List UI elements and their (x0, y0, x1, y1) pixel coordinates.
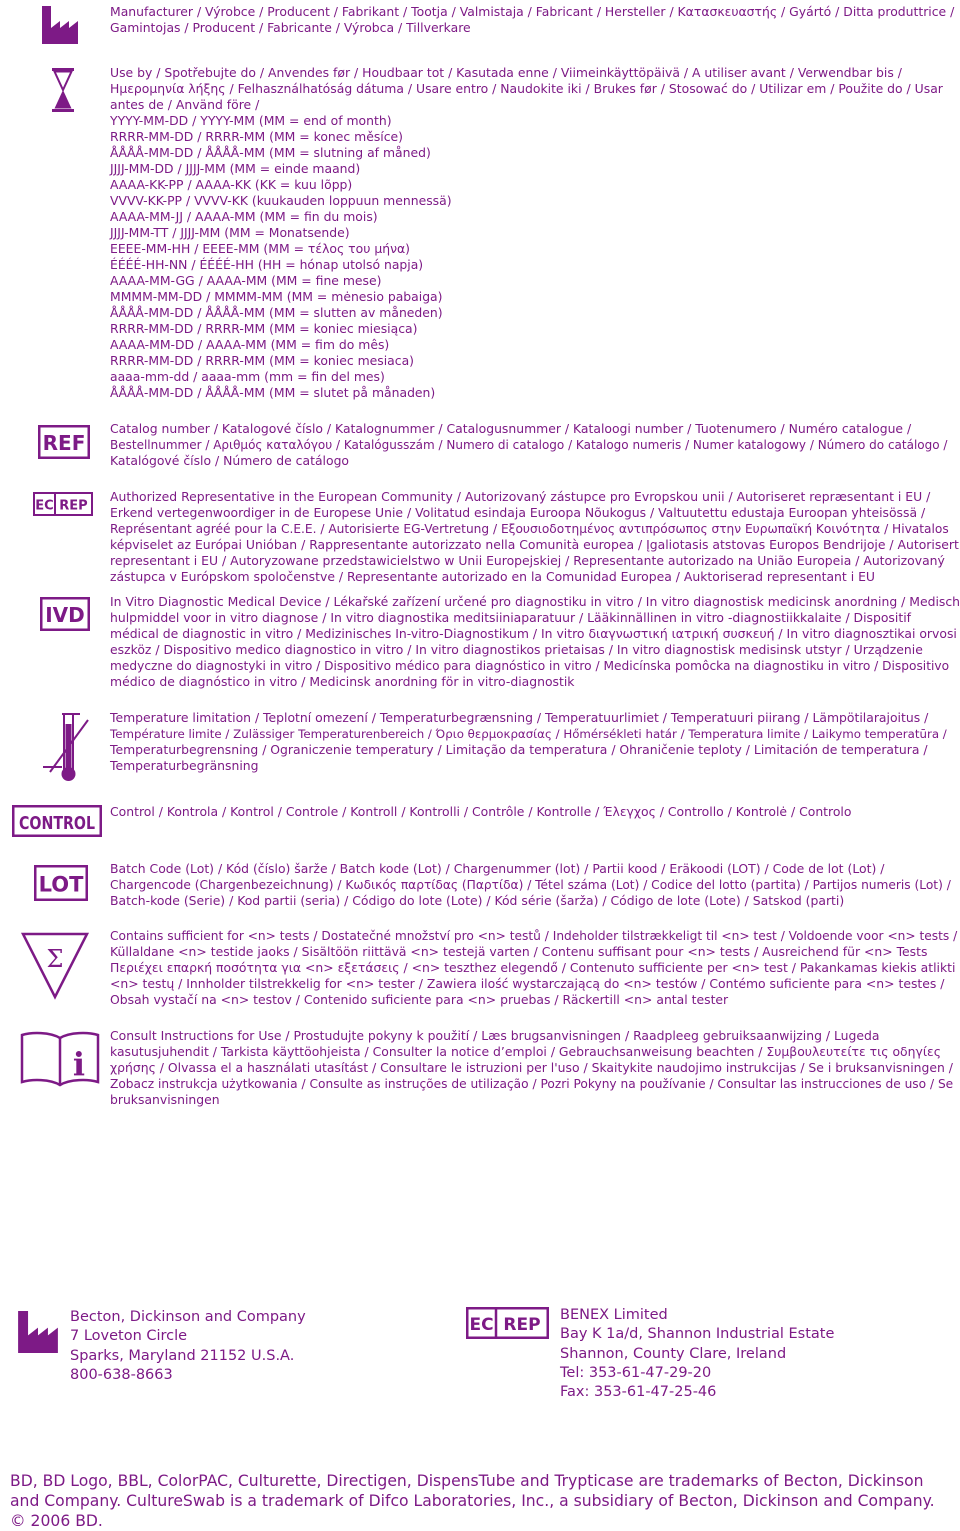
book-info-icon (20, 1030, 100, 1085)
date-format-line: RRRR-MM-DD / RRRR-MM (MM = konec měsíce) (110, 129, 403, 144)
ref-box-icon (38, 425, 90, 459)
contains-line: Περιέχει επαρκή ποσότητα για <n> εξετάσεις / <n> teszthez elegendő / Contenuto sufficiente per <n> test / Pakankamas kiekis atlikti (110, 960, 956, 975)
date-format-line: MMMM-MM-DD / MMMM-MM (MM = mėnesio pabaiga) (110, 289, 443, 304)
ref-line: Catalog number / Katalogové číslo / Katalognummer / Catalogusnummer / Kataloogi number / Tuotenumero / Numéro catalogue / (110, 421, 912, 436)
lot-entry (110, 861, 960, 909)
date-format-line: VVVV-KK-PP / VVVV-KK (kuukauden loppuun mennessä) (110, 193, 452, 208)
ivd-box-icon (40, 597, 90, 631)
date-format-line: YYYY-MM-DD / YYYY-MM (MM = end of month) (110, 113, 392, 128)
ec-rep-line: representant i EU / Autoryzowane przedstawicielstwo w Unii Europejskiej / Representante autorizado na União Europeia / Autorizovaný (110, 553, 945, 568)
control-line: Control / Kontrola / Kontrol / Controle / Kontroll / Kontrolli / Contrôle / Kontrolle / Έλεγχος / Controllo / Kontrolė / Controlo (110, 804, 852, 819)
date-format-line: AAAA-MM-GG / AAAA-MM (MM = fine mese) (110, 273, 382, 288)
temperature-line: Temperaturbegrensning / Ograniczenie temperatury / Limitação da temperatura / Ohraničenie teploty / Limitación de temperatura / (110, 742, 928, 757)
ec-rep-box-icon (466, 1307, 549, 1339)
temperature-entry (110, 710, 960, 774)
contains-line: Contains sufficient for <n> tests / Dostatečné množství pro <n> testů / Indeholder tilstrækkeligt til <n> test / Voldoende voor <n> tests / (110, 929, 958, 943)
date-format-line: AAAA-KK-PP / AAAA-KK (KK = kuu lõpp) (110, 177, 353, 192)
factory-icon (42, 6, 78, 44)
contains-line: <n> testų / Innholder tilstrekkelig for <n> tester / Zawiera ilość wystarczającą do <n> testów / Contémo suficiente para <n> testes / (110, 976, 945, 991)
lot-line: Batch-kode (Serie) / Kod partii (seria) / Código do lote (Lote) / Kód série (šarža) / Código de lote (Lote) / Satskod (parti) (110, 893, 845, 908)
consult-line: bruksanvisningen (110, 1092, 220, 1107)
factory-icon (18, 1311, 58, 1353)
contains-entry (110, 928, 960, 1008)
use-by-line: Ημερομηνία λήξης / Felhasználhatóság dátuma / Usare entro / Naudokite iki / Brukes før / Stosować do / Utilizar em / Použite do / Usar (110, 81, 943, 96)
ec-rep-line: Authorized Representative in the European Community / Autorizovaný zástupce pro Evropskou unii / Autoriseret repræsentant i EU / (110, 489, 931, 504)
trademark-footer (10, 1471, 955, 1531)
manufacturer-line: Gamintojas / Producent / Fabricante / Výrobca / Tillverkare (110, 20, 471, 35)
city-country: Shannon, County Clare, Ireland (560, 1345, 787, 1362)
ref-line: Bestellnummer / Αριθμός καταλόγου / Katalógusszám / Numero di catalogo / Katalogo numeris / Numer katalogowy / Número do catálogo / (110, 438, 948, 452)
manufacturer-entry (110, 4, 960, 36)
ref-line: Katalógové číslo / Número de catálogo (110, 453, 350, 468)
ec-rep-entry (110, 489, 960, 585)
temperature-line: Température limite / Zulässiger Temperaturenbereich / Όριο θερμοκρασίας / Hőmérsékleti határ / Temperatura limite / Laikymo temperatūra / (110, 727, 947, 741)
date-format-line: JJJJ-MM-DD / JJJJ-MM (MM = einde maand) (110, 161, 361, 176)
lot-symbol-label: LOT (38, 872, 84, 897)
date-format-line: ÅÅÅÅ-MM-DD / ÅÅÅÅ-MM (MM = slutten av måneden) (110, 305, 443, 320)
ec-rep-line: Erkend vertegenwoordiger in de Europese Unie / Volitatud esindaja Euroopa Nõukogus / Valtuutettu edustaja Euroopan yhteisössä / (110, 505, 926, 520)
ec-symbol-label: EC (35, 498, 54, 514)
ec-rep-line: képviselet az Európai Unióban / Rappresentante autorizzato nella Comunità europea / Įgaliotasis atstovas Europos Bendrijoje / Autorisert (110, 537, 959, 552)
manufacturer-line: Manufacturer / Výrobce / Producent / Fabrikant / Tootja / Valmistaja / Fabricant / Hersteller / Κατασκευαστής / Gyártó / Ditta produttrice / (110, 4, 955, 19)
trademark-line: BD, BD Logo, BBL, ColorPAC, Culturette, Directigen, DispensTube and Trypticase are trademarks of Becton, Dickinson (10, 1472, 924, 1490)
consult-line: Zobacz instrukcja użytkowania / Consulte as instruções de utilização / Pozri Pokyny na používanie / Consultar las instrucciones de uso / Se (110, 1077, 954, 1091)
ivd-line: In Vitro Diagnostic Medical Device / Lékařské zařízení určené pro diagnostiku in vitro / In vitro diagnostisk medicinsk anordning / Medisch (110, 594, 960, 609)
company-name: Becton, Dickinson and Company (70, 1309, 306, 1325)
manufacturer-address (70, 1308, 306, 1385)
control-symbol-label: CONTROL (19, 813, 95, 834)
ivd-line: hulpmiddel voor in vitro diagnose / In vitro diagnostika meditsiiniaparatuur / Lääkinnällinen in vitro -diagnostiikkalaite / Dispositif (110, 610, 911, 625)
ec-rep-line: Représentant agréé pour la C.E.E. / Autorisierte EG-Vertretung / Εξουσιοδοτημένος αντιπρόσωπος στην Ευρωπαϊκή Κοινότητα / Hivatalos (110, 522, 949, 536)
company-name: BENEX Limited (560, 1307, 668, 1323)
ref-entry (110, 421, 960, 469)
sigma-triangle-icon (20, 930, 90, 1000)
consult-entry (110, 1028, 960, 1108)
use-by-line: antes de / Använd före / (110, 97, 260, 112)
copyright-line: © 2006 BD. (10, 1512, 103, 1530)
fax-number: Fax: 353-61-47-25-46 (560, 1384, 717, 1401)
consult-line: χρήσης / Olvassa el a használati utasítást / Consultare le istruzioni per l'uso / Skaitykite naudojimo instrukcijas / Se i bruksanvisningen / (110, 1060, 953, 1075)
ivd-line: médico de diagnóstico in vitro / Medicinsk anordning för in vitro-diagnostik (110, 674, 575, 689)
ivd-line: eszköz / Dispositivo medico diagnostico in vitro / In vitro diagnostikos prietaisas / In vitro diagnostisk medisinsk utstyr / Urządzenie (110, 642, 923, 657)
phone-number: Tel: 353-61-47-29-20 (560, 1364, 712, 1381)
date-format-line: JJJJ-MM-TT / JJJJ-MM (MM = Monatsende) (110, 225, 350, 240)
date-format-line: ÉÉÉÉ-HH-NN / ÉÉÉÉ-HH (HH = hónap utolsó napja) (110, 257, 424, 272)
lot-line: Batch Code (Lot) / Kód (číslo) šarže / Batch kode (Lot) / Chargenummer (lot) / Partii kood / Eräkoodi (LOT) / Code de lot (Lot) / (110, 861, 885, 876)
contains-line: Obsah vystačí na <n> testov / Contenido suficiente para <n> pruebas / Räckertill <n> antal tester (110, 992, 729, 1007)
rep-symbol-label: REP (59, 498, 88, 514)
lot-line: Chargencode (Chargenbezeichnung) / Κωδικός παρτίδας (Παρτίδα) / Tétel száma (Lot) / Codice del lotto (partita) / Partijos numeris (Lot) / (110, 878, 951, 892)
contains-line: Küllaldane <n> testide jaoks / Sisältöön riittävä <n> testejä varten / Contenu suffisant pour <n> tests / Ausreichend für <n> Tests (110, 944, 928, 959)
ivd-entry (110, 594, 960, 690)
date-format-line: RRRR-MM-DD / RRRR-MM (MM = koniec miesiąca) (110, 321, 418, 336)
street-address: Bay K 1a/d, Shannon Industrial Estate (560, 1326, 835, 1343)
date-format-line: AAAA-MM-JJ / AAAA-MM (MM = fin du mois) (110, 209, 378, 224)
date-format-line: EEEE-MM-HH / EEEE-MM (MM = τέλος του μήνα) (110, 241, 410, 256)
control-box-icon (12, 805, 102, 837)
info-symbol-label: i (72, 1045, 86, 1083)
ref-symbol-label: REF (42, 431, 86, 455)
ec-rep-line: zástupca v Európskom spoločenstve / Representante autorizado en la Comunidad Europea / Auktoriserad representant i EU (110, 569, 875, 584)
ec-rep-box-icon (33, 492, 93, 516)
use-by-line: Use by / Spotřebujte do / Anvendes før / Houdbaar tot / Kasutada enne / Viimeinkäyttöpäivä / A utiliser avant / Verwendbar bis / (110, 65, 902, 80)
city-state-zip: Sparks, Maryland 21152 U.S.A. (70, 1347, 295, 1364)
ec-rep-address (560, 1306, 834, 1402)
sigma-symbol-label: Σ (46, 945, 64, 973)
date-format-line: RRRR-MM-DD / RRRR-MM (MM = koniec mesiaca) (110, 353, 414, 368)
temperature-line: Temperaturbegränsning (110, 758, 259, 773)
street-address: 7 Loveton Circle (70, 1328, 188, 1345)
consult-line: Consult Instructions for Use / Prostudujte pokyny k použití / Læs brugsanvisningen / Raadpleeg gebruiksaanwijzing / Lugeda (110, 1028, 880, 1043)
thermometer-icon (40, 712, 94, 782)
date-format-line: ÅÅÅÅ-MM-DD / ÅÅÅÅ-MM (MM = slutning af måned) (110, 145, 431, 160)
date-format-line: AAAA-MM-DD / AAAA-MM (MM = fim do mês) (110, 337, 390, 352)
ec-symbol-label: EC (469, 1315, 494, 1335)
hourglass-icon (52, 68, 74, 112)
use-by-entry (110, 65, 960, 401)
control-entry (110, 804, 960, 820)
phone-number: 800-638-8663 (70, 1366, 173, 1383)
ivd-line: medyczne do diagnostyki in vitro / Dispositivo médico para diagnóstico in vitro / Medicínska pomôcka na diagnostiku in vitro / Dispositivo (110, 659, 950, 673)
temperature-line: Temperature limitation / Teplotní omezení / Temperaturbegrænsning / Temperatuurlimiet / Temperatuuri piirang / Lämpötilarajoitus / (110, 710, 929, 725)
ivd-line: médical de diagnostic in vitro / Medizinisches In-vitro-Diagnostikum / In vitro διαγνωστική ιατρική συσκευή / In vitro diagnosztikai orvosi (110, 626, 957, 641)
consult-line: kasutusjuhendit / Tarkista käyttöohjeista / Consulter la notice d’emploi / Gebrauchsanweisung beachten / Συμβουλευτείτε τις οδηγίες (110, 1044, 941, 1059)
date-format-line: aaaa-mm-dd / aaaa-mm (mm = fin del mes) (110, 369, 385, 384)
rep-symbol-label: REP (503, 1315, 541, 1335)
ivd-symbol-label: IVD (45, 603, 85, 627)
lot-box-icon (34, 865, 88, 901)
trademark-line: and Company. CultureSwab is a trademark of Difco Laboratories, Inc., a subsidiary of Becton, Dickinson and Company. (10, 1492, 935, 1510)
date-format-line: ÅÅÅÅ-MM-DD / ÅÅÅÅ-MM (MM = slutet på månaden) (110, 385, 436, 400)
